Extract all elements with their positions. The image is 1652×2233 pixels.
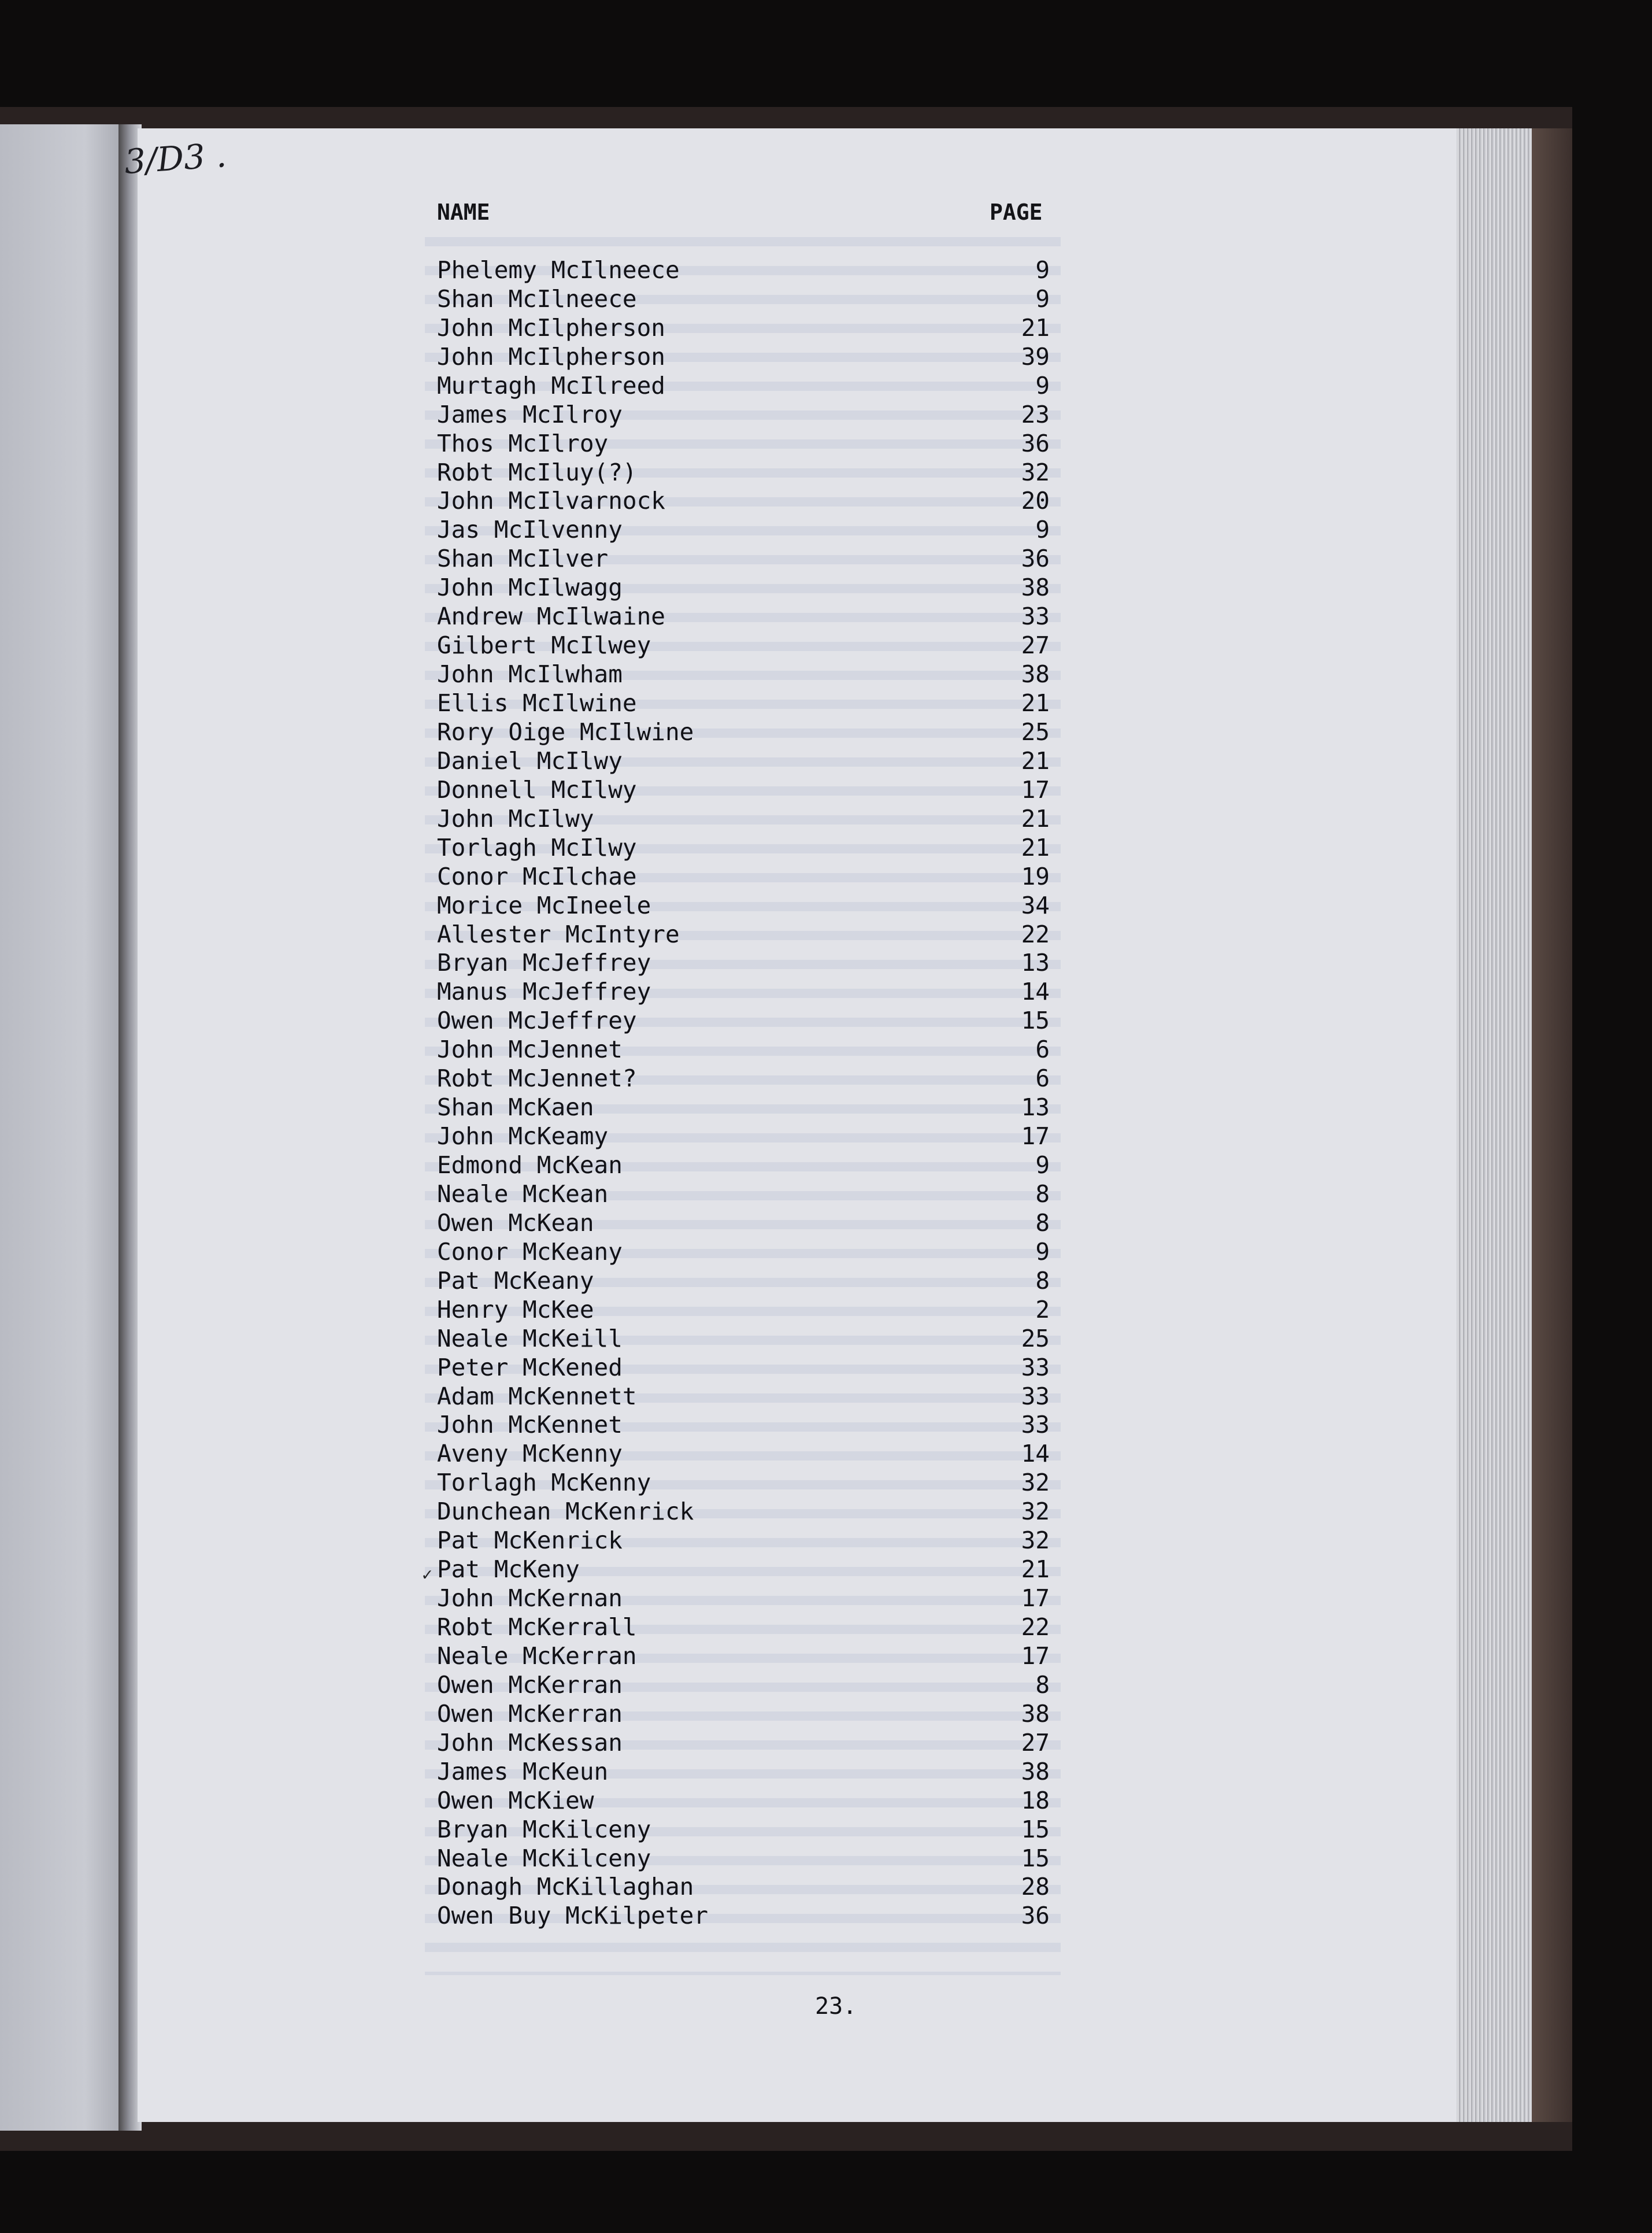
entry-name: John McIlwagg	[437, 574, 623, 602]
entry-name: James McIlroy	[437, 400, 623, 428]
index-entry	[437, 544, 1050, 573]
entry-name: John McIlwy	[437, 804, 594, 833]
entry-page: 32	[1021, 1469, 1050, 1497]
entry-page: 21	[1021, 313, 1050, 342]
index-entry	[437, 1526, 1050, 1555]
entry-name: Gilbert McIlwey	[437, 631, 651, 660]
entry-name: Owen McKerran	[437, 1699, 623, 1728]
entry-name: Murtagh McIlreed	[437, 371, 665, 400]
name-column-header: NAME	[437, 199, 490, 225]
entry-page: 38	[1021, 660, 1050, 689]
index-entry	[437, 313, 1050, 342]
index-entry	[437, 1757, 1050, 1786]
index-entry	[437, 1584, 1050, 1613]
entry-page: 34	[1021, 891, 1050, 919]
entry-name: Robt McKerrall	[437, 1613, 637, 1642]
entry-page: 22	[1021, 920, 1050, 948]
entry-name: Morice McIneele	[437, 891, 651, 919]
entry-page: 8	[1035, 1670, 1050, 1699]
entry-name: Manus McJeffrey	[437, 978, 651, 1006]
entry-name: Bryan McJeffrey	[437, 949, 651, 977]
entry-page: 2	[1035, 1295, 1050, 1323]
entry-page: 14	[1021, 978, 1050, 1006]
entry-name: Shan McIlneece	[437, 284, 637, 313]
index-entry	[437, 284, 1050, 313]
entry-name: Torlagh McIlwy	[437, 833, 637, 862]
entry-name: Owen McKiew	[437, 1786, 594, 1814]
index-entry	[437, 1064, 1050, 1093]
index-entry	[437, 1699, 1050, 1728]
entry-page: 8	[1035, 1266, 1050, 1295]
index-entry	[437, 1901, 1050, 1930]
index-entry	[437, 833, 1050, 862]
entry-page: 38	[1021, 1757, 1050, 1785]
index-entry	[437, 1555, 1050, 1584]
index-entry	[437, 1151, 1050, 1180]
index-entry	[437, 775, 1050, 804]
index-entry	[437, 1353, 1050, 1382]
entry-page: 15	[1021, 1815, 1050, 1843]
index-entry	[437, 1670, 1050, 1699]
entry-page: 21	[1021, 804, 1050, 833]
entry-page: 33	[1021, 1353, 1050, 1381]
index-entry	[437, 371, 1050, 400]
entry-name: Neale McKerran	[437, 1642, 637, 1670]
entry-page: 25	[1021, 1324, 1050, 1352]
entry-page: 21	[1021, 689, 1050, 718]
index-entry	[437, 515, 1050, 544]
entry-page: 8	[1035, 1180, 1050, 1208]
page-column-header: PAGE	[990, 199, 1043, 225]
entry-name: Owen Buy McKilpeter	[437, 1902, 708, 1930]
entry-name: John McKernan	[437, 1584, 623, 1613]
index-entry	[437, 342, 1050, 371]
entry-name: Shan McKaen	[437, 1093, 594, 1122]
index-entry	[437, 689, 1050, 718]
entry-name: Andrew McIlwaine	[437, 602, 665, 631]
index-entry	[437, 1006, 1050, 1035]
entry-name: Henry McKee	[437, 1295, 594, 1323]
index-entry	[437, 977, 1050, 1006]
index-entry	[437, 1266, 1050, 1295]
entry-name: Pat McKenrick	[437, 1526, 623, 1555]
entry-page: 17	[1021, 1642, 1050, 1670]
entry-name: Allester McIntyre	[437, 920, 680, 948]
index-entry	[437, 1035, 1050, 1064]
entry-page: 15	[1021, 1844, 1050, 1872]
entry-page: 9	[1035, 371, 1050, 400]
entry-page: 18	[1021, 1786, 1050, 1814]
entry-page: 13	[1021, 949, 1050, 977]
entry-name: Robt McJennet?	[437, 1064, 637, 1093]
index-entry	[437, 1122, 1050, 1151]
index-entry	[437, 949, 1050, 978]
entry-name: Ellis McIlwine	[437, 689, 637, 718]
index-entry	[437, 1613, 1050, 1642]
entry-page: 23	[1021, 400, 1050, 428]
entry-page: 13	[1021, 1093, 1050, 1122]
entry-page: 33	[1021, 1411, 1050, 1439]
entry-page: 38	[1021, 574, 1050, 602]
entry-name: John McKessan	[437, 1728, 623, 1757]
index-entry	[437, 573, 1050, 602]
index-entry	[437, 718, 1050, 746]
index-entry	[437, 1295, 1050, 1324]
index-entry	[437, 458, 1050, 487]
index-entry	[437, 1844, 1050, 1873]
entry-page: 33	[1021, 1382, 1050, 1410]
entry-page: 17	[1021, 775, 1050, 804]
index-entry	[437, 1497, 1050, 1526]
entry-page: 8	[1035, 1208, 1050, 1237]
entry-page: 15	[1021, 1007, 1050, 1035]
entry-page: 17	[1021, 1584, 1050, 1613]
index-entry	[437, 1237, 1050, 1266]
index-entry	[437, 1786, 1050, 1815]
entry-page: 9	[1035, 284, 1050, 313]
index-entry	[437, 1815, 1050, 1844]
index-entry	[437, 891, 1050, 920]
index-entry	[437, 804, 1050, 833]
entry-name: Jas McIlvenny	[437, 516, 623, 544]
index-entry	[437, 1439, 1050, 1468]
index-entry	[437, 1873, 1050, 1902]
index-entry	[437, 1093, 1050, 1122]
entry-page: 27	[1021, 1728, 1050, 1757]
entry-name: Dunchean McKenrick	[437, 1498, 694, 1526]
entry-page: 33	[1021, 602, 1050, 631]
entry-name: Donnell McIlwy	[437, 775, 637, 804]
entry-page: 28	[1021, 1873, 1050, 1901]
entry-name: John McKennet	[437, 1411, 623, 1439]
entry-name: Neale McKeill	[437, 1324, 623, 1352]
entry-page: 21	[1021, 746, 1050, 775]
entry-name: Owen McKerran	[437, 1670, 623, 1699]
index-entries	[437, 256, 1050, 1930]
index-entry	[437, 429, 1050, 458]
index-entry	[437, 1728, 1050, 1757]
index-entry	[437, 746, 1050, 775]
entry-page: 20	[1021, 487, 1050, 515]
entry-name: Conor McKeany	[437, 1237, 623, 1266]
entry-name: Neale McKean	[437, 1180, 609, 1208]
entry-name: John McKeamy	[437, 1122, 609, 1151]
entry-page: 19	[1021, 862, 1050, 890]
page-number: 23.	[815, 1993, 857, 2020]
entry-name: John McJennet	[437, 1036, 623, 1064]
entry-name: Shan McIlver	[437, 545, 609, 573]
left-page-edge	[0, 124, 121, 2131]
entry-page: 38	[1021, 1699, 1050, 1728]
entry-page: 9	[1035, 1151, 1050, 1180]
entry-name: Edmond McKean	[437, 1151, 623, 1180]
index-entry	[437, 487, 1050, 516]
index-entry	[437, 1324, 1050, 1353]
entry-name: Daniel McIlwy	[437, 746, 623, 775]
index-entry	[437, 256, 1050, 284]
entry-name: Pat McKeny	[437, 1555, 580, 1584]
entry-page: 6	[1035, 1036, 1050, 1064]
entry-page: 17	[1021, 1122, 1050, 1151]
entry-page: 6	[1035, 1064, 1050, 1093]
index-entry	[437, 631, 1050, 660]
entry-page: 32	[1021, 1498, 1050, 1526]
entry-name: John McIlpherson	[437, 313, 665, 342]
page-stack-edges	[1457, 128, 1532, 2122]
entry-name: Conor McIlchae	[437, 862, 637, 890]
index-entry	[437, 400, 1050, 429]
entry-name: Owen McJeffrey	[437, 1007, 637, 1035]
index-entry	[437, 1468, 1050, 1497]
entry-page: 22	[1021, 1613, 1050, 1642]
index-entry	[437, 1208, 1050, 1237]
entry-page: 36	[1021, 545, 1050, 573]
index-entry	[437, 1411, 1050, 1440]
index-entry	[437, 1180, 1050, 1208]
entry-name: Torlagh McKenny	[437, 1469, 651, 1497]
entry-page: 9	[1035, 1237, 1050, 1266]
entry-page: 9	[1035, 516, 1050, 544]
pencil-tick-mark: ✓	[422, 1565, 433, 1585]
entry-page: 36	[1021, 1902, 1050, 1930]
entry-name: Donagh McKillaghan	[437, 1873, 694, 1901]
entry-page: 32	[1021, 1526, 1050, 1555]
entry-name: John McIlvarnock	[437, 487, 665, 515]
entry-page: 9	[1035, 256, 1050, 284]
entry-page: 25	[1021, 718, 1050, 746]
index-entry	[437, 1382, 1050, 1411]
entry-page: 39	[1021, 342, 1050, 371]
entry-page: 21	[1021, 833, 1050, 862]
entry-page: 36	[1021, 429, 1050, 457]
entry-name: Pat McKeany	[437, 1266, 594, 1295]
entry-name: Bryan McKilceny	[437, 1815, 651, 1843]
entry-page: 14	[1021, 1440, 1050, 1468]
right-cover-edge	[1532, 128, 1572, 2122]
entry-name: James McKeun	[437, 1757, 609, 1785]
entry-page: 27	[1021, 631, 1050, 660]
entry-name: Adam McKennett	[437, 1382, 637, 1410]
entry-name: Thos McIlroy	[437, 429, 609, 457]
entry-page: 21	[1021, 1555, 1050, 1584]
entry-name: Robt McIluy(?)	[437, 458, 637, 486]
entry-name: Neale McKilceny	[437, 1844, 651, 1872]
handwritten-annotation: 3/D3 .	[123, 135, 228, 182]
index-entry	[437, 660, 1050, 689]
index-entry	[437, 862, 1050, 891]
entry-name: John McIlwham	[437, 660, 623, 689]
index-entry	[437, 920, 1050, 949]
entry-page: 32	[1021, 458, 1050, 486]
entry-name: Aveny McKenny	[437, 1440, 623, 1468]
entry-name: Owen McKean	[437, 1208, 594, 1237]
index-entry	[437, 1642, 1050, 1670]
entry-name: Phelemy McIlneece	[437, 256, 680, 284]
entry-name: Peter McKened	[437, 1353, 623, 1381]
entry-name: John McIlpherson	[437, 342, 665, 371]
index-entry	[437, 602, 1050, 631]
entry-name: Rory Oige McIlwine	[437, 718, 694, 746]
